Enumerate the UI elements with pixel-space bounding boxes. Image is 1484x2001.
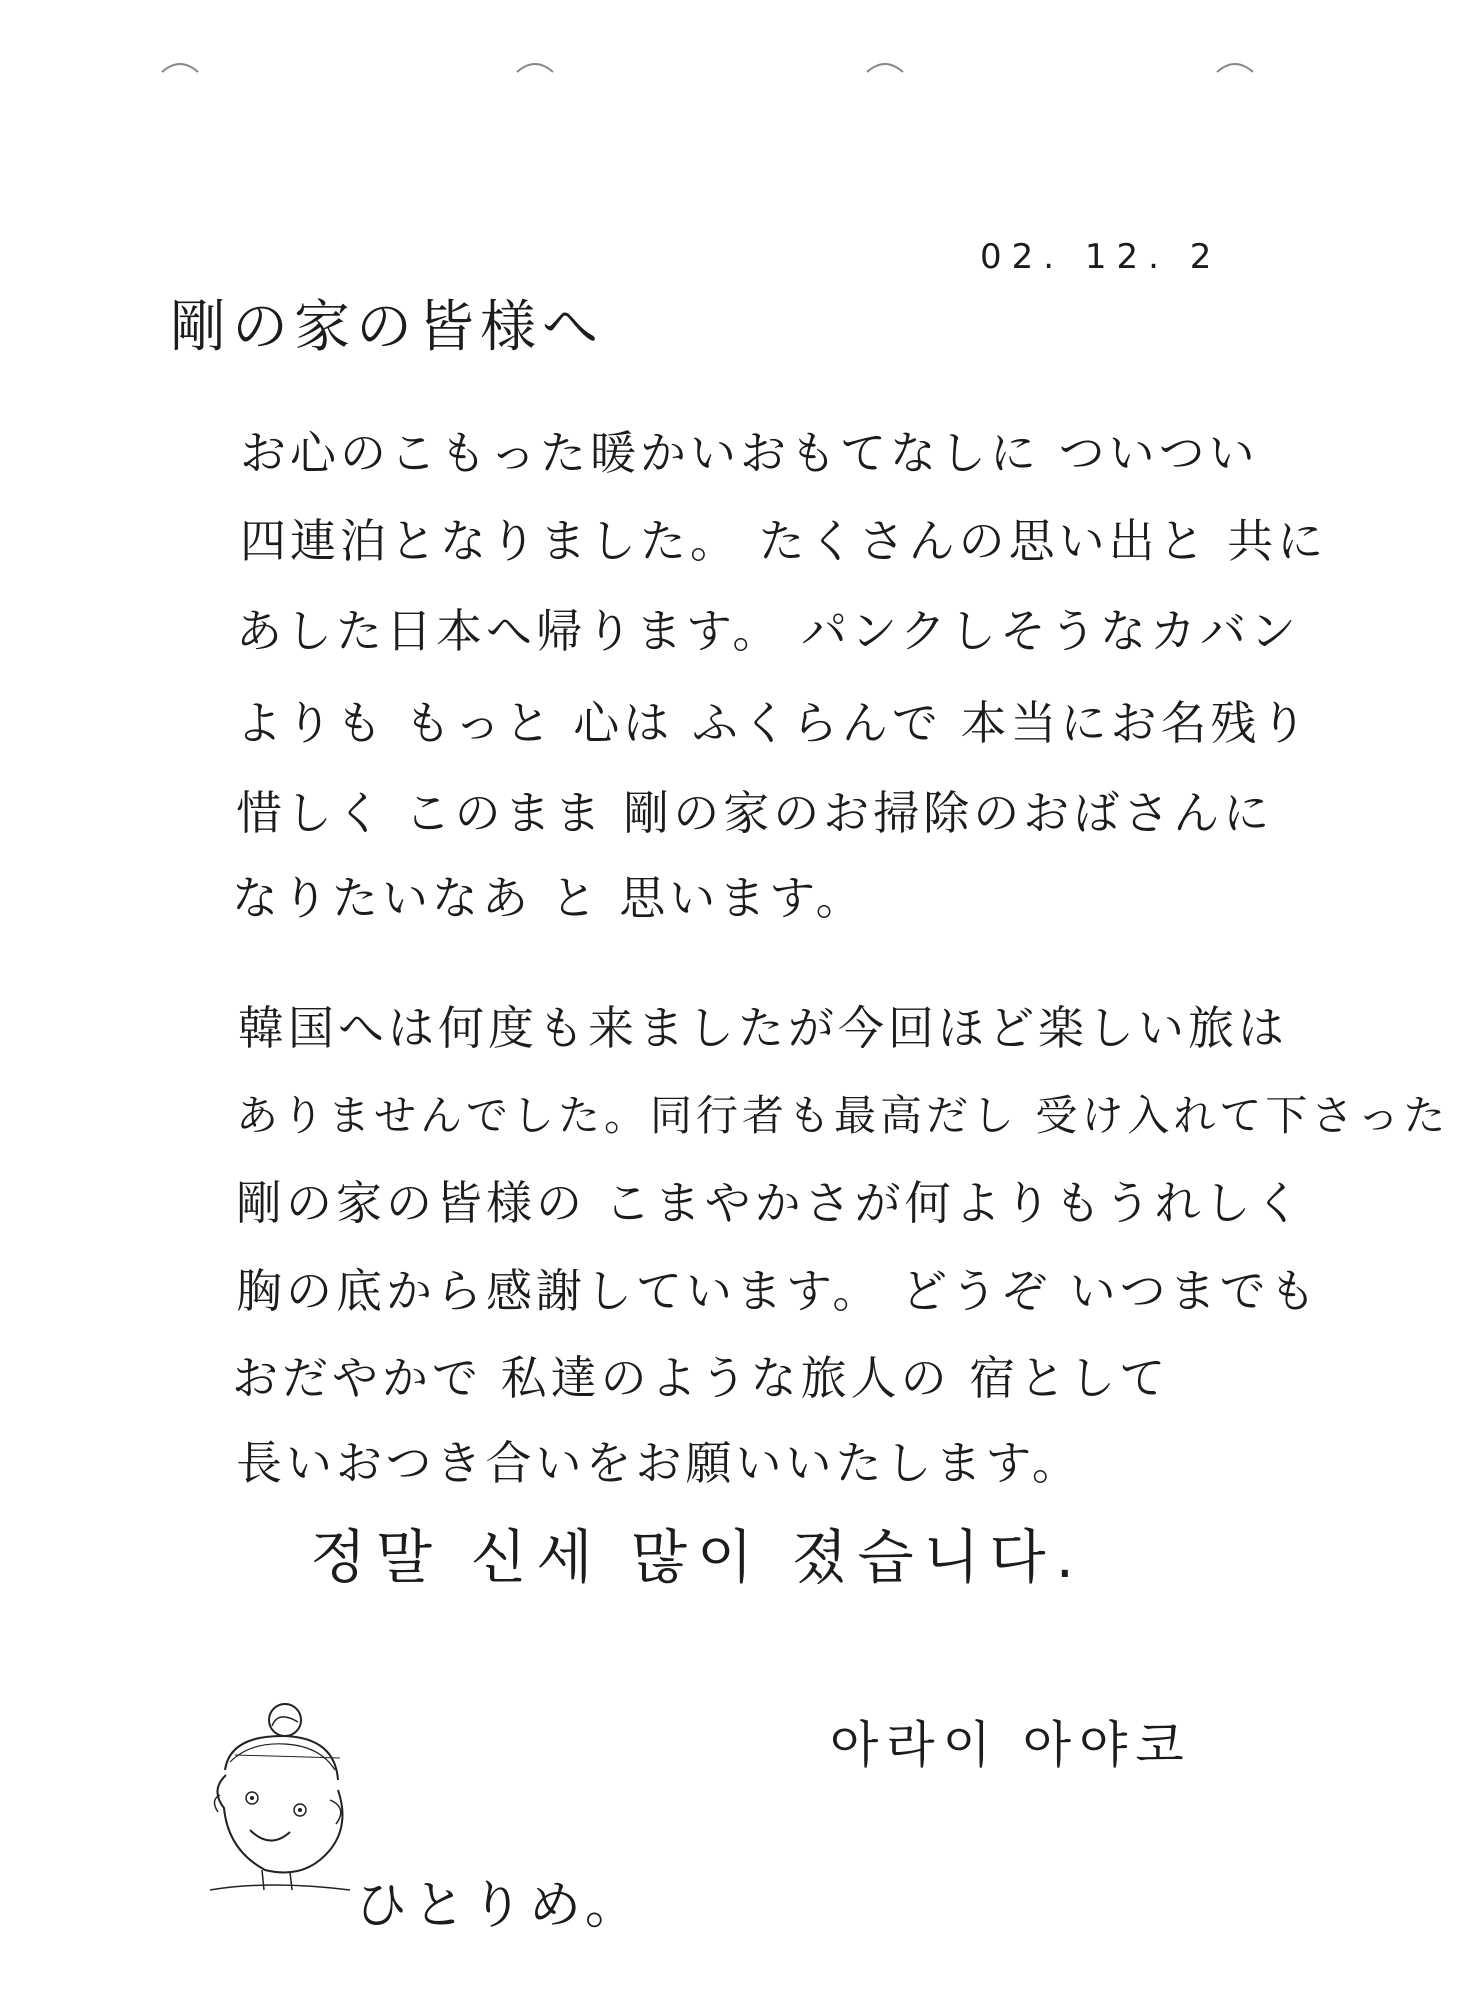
text-line: 長いおつき合いをお願いいたします。 (236, 1436, 1082, 1490)
text-line: 惜しく このまま 剛の家のお掃除のおばさんに (236, 786, 1274, 840)
text-line: 韓国へは何度も来ましたが今回ほど楽しい旅は (238, 1001, 1288, 1055)
punch-mark (1215, 60, 1255, 74)
text-line: あした日本へ帰ります。 パンクしそうなカバン (236, 604, 1301, 658)
text-line: なりたいなあ と 思います。 (232, 871, 866, 925)
text-line: ありませんでした。同行者も最高だし 受け入れて下さった (236, 1091, 1450, 1140)
text-line: 剛の家の皆様の こまやかさが何よりもうれしく (236, 1176, 1305, 1230)
sign-off: ひとりめ。 (355, 1876, 643, 1936)
letter-date: 02. 12. 2 (980, 237, 1222, 277)
korean-thanks: 정말 신세 많이 졌습니다. (310, 1523, 1085, 1591)
face-sketch (190, 1700, 360, 1900)
punch-mark (865, 60, 905, 74)
text-line: 胸の底から感謝しています。 どうぞ いつまでも (236, 1264, 1320, 1318)
salutation: 剛の家の皆様へ (170, 295, 604, 360)
punch-mark (160, 60, 200, 74)
text-line: おだやかで 私達のような旅人の 宿として (232, 1351, 1170, 1405)
text-line: お心のこもった暖かいおもてなしに ついつい (240, 426, 1259, 480)
punch-mark (515, 60, 555, 74)
signature-name: 아라이 아야코 (830, 1716, 1192, 1774)
text-line: よりも もっと 心は ふくらんで 本当にお名残り (236, 696, 1311, 750)
text-line: 四連泊となりました。 たくさんの思い出と 共に (240, 514, 1328, 568)
